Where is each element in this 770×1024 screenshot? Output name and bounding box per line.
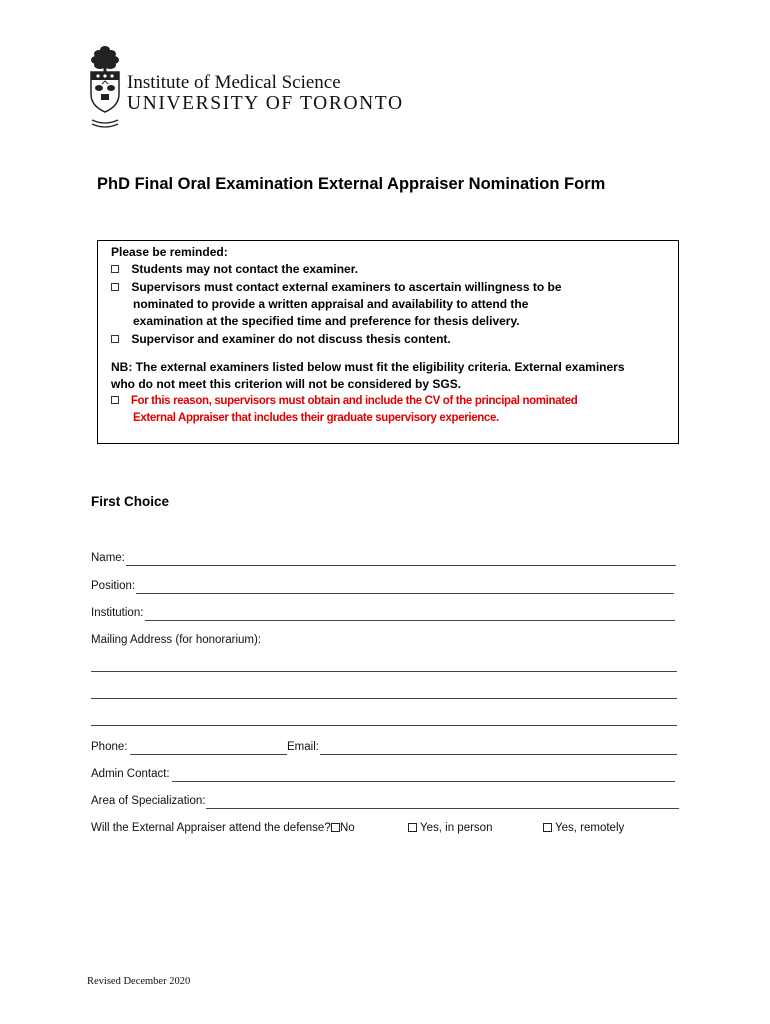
option-no[interactable] — [331, 822, 355, 834]
first-choice-heading: First Choice — [91, 494, 170, 509]
position-label: Position: — [91, 580, 136, 592]
admin-contact-label: Admin Contact: — [91, 768, 170, 780]
email-label: Email: — [287, 741, 319, 753]
checkbox-icon — [111, 283, 119, 291]
nb-note: who do not meet this criterion will not be considered by SGS. — [111, 377, 462, 391]
checkbox-no[interactable] — [331, 823, 340, 832]
reminder-item — [111, 331, 451, 349]
mailing-address-line-1[interactable] — [91, 671, 677, 672]
checkbox-remotely[interactable] — [543, 823, 552, 832]
cv-requirement-text: For this reason, supervisors must obtain and include the CV of the principal nominated — [130, 395, 578, 407]
option-remotely-label: Yes, remotely — [555, 822, 625, 834]
checkbox-in-person[interactable] — [408, 823, 417, 832]
phone-label: Phone: — [91, 741, 128, 753]
nb-note: NB: The external examiners listed below must fit the eligibility criteria. External examiners — [111, 360, 625, 374]
attend-question: Will the External Appraiser attend the defense? — [91, 822, 331, 834]
specialization-label: Area of Specialization: — [91, 795, 206, 807]
reminder-item-text: Students may not contact the examiner. — [131, 262, 359, 276]
reminder-item — [111, 261, 358, 279]
option-remotely[interactable] — [543, 822, 624, 834]
reminder-item — [111, 279, 562, 297]
mailing-address-line-3[interactable] — [91, 725, 677, 726]
mailing-address-label: Mailing Address (for honorarium): — [91, 634, 262, 646]
mailing-address-line-2[interactable] — [91, 698, 677, 699]
option-in-person[interactable] — [408, 822, 492, 834]
reminder-item-text: Supervisors must contact external examiners to ascertain willingness to be — [131, 280, 562, 294]
university-name: UNIVERSITY OF TORONTO — [127, 93, 404, 114]
checkbox-icon — [111, 396, 119, 404]
name-label: Name: — [91, 552, 125, 564]
form-title: PhD Final Oral Examination External Appraiser Nomination Form — [97, 175, 606, 193]
admin-contact-field[interactable] — [172, 781, 675, 782]
cv-requirement — [111, 393, 577, 411]
specialization-field[interactable] — [206, 808, 679, 809]
reminder-item-text: examination at the specified time and preference for thesis delivery. — [133, 314, 520, 328]
institution-label: Institution: — [91, 607, 144, 619]
reminder-heading: Please be reminded: — [111, 245, 228, 259]
position-field[interactable] — [136, 593, 674, 594]
checkbox-icon — [111, 335, 119, 343]
cv-requirement-text: External Appraiser that includes their graduate supervisory experience. — [133, 412, 499, 424]
email-field[interactable] — [320, 754, 677, 755]
institute-name: Institute of Medical Science — [127, 72, 341, 93]
institution-field[interactable] — [145, 620, 675, 621]
phone-field[interactable] — [130, 754, 287, 755]
option-in-person-label: Yes, in person — [420, 822, 493, 834]
university-crest-logo — [88, 44, 122, 132]
option-no-label: No — [340, 822, 355, 834]
revision-date: Revised December 2020 — [87, 976, 191, 987]
reminder-item-text: Supervisor and examiner do not discuss thesis content. — [131, 332, 451, 346]
checkbox-icon — [111, 265, 119, 273]
reminder-item-text: nominated to provide a written appraisal and availability to attend the — [133, 297, 529, 311]
name-field[interactable] — [126, 565, 676, 566]
